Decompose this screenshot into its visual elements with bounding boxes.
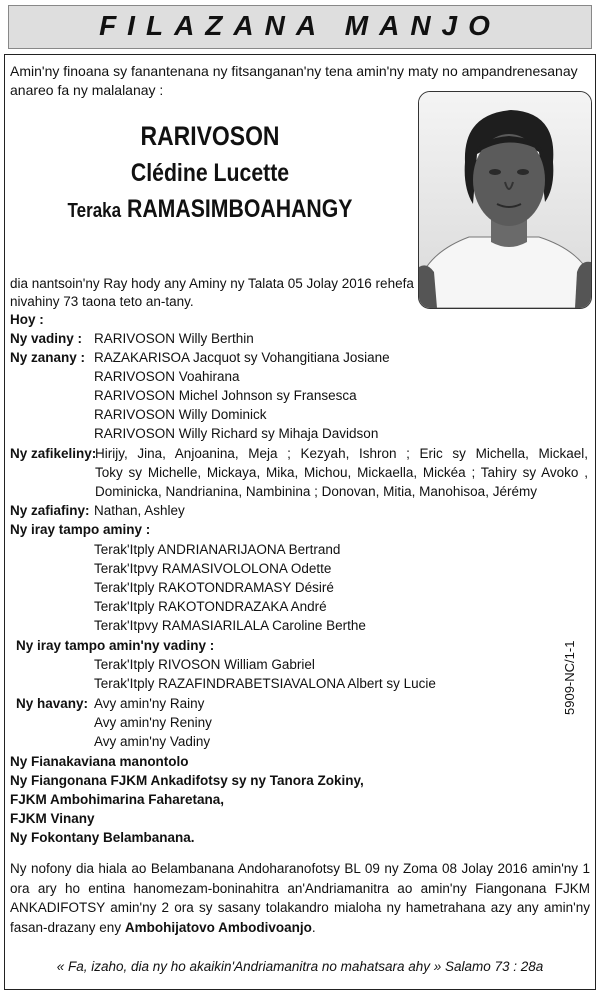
notice-banner [8,5,592,49]
closing-group: Ny Fianakaviana manontolo [10,754,189,769]
vadiny-value: RARIVOSON Willy Berthin [94,331,254,346]
zafikeliny-label: Ny zafikeliny: [10,446,97,461]
reference-code: 5909-NC/1-1 [562,640,577,715]
tampo-aminy-item: Terak'Itply ANDRIANARIJAONA Bertrand [94,542,341,557]
deceased-given-names: Clédine Lucette [130,159,290,187]
death-text-1: dia nantsoin'ny Ray hody any Aminy ny Talata 05 Jolay 2016 rehefa [10,276,414,291]
tampo-aminy-item: Terak'Itpvy RAMASIARILALA Caroline Berthe [94,618,366,633]
tampo-aminy-label: Ny iray tampo aminy : [10,522,151,537]
closing-group: Ny Fiangonana FJKM Ankadifotsy sy ny Tanora Zokiny, [10,773,364,788]
zafikeliny-line: Toky sy Michelle, Mickaya, Mika, Michou, Mickaella, Mickéa ; Tahiry sy Avoko , [95,465,588,480]
funeral-end: . [311,919,316,935]
closing-group: FJKM Vinany [10,811,95,826]
tampo-aminy-item: Terak'Itply RAKOTONDRAZAKA André [94,599,327,614]
funeral-text: Ny nofony dia hiala ao Belambanana Andoharanofotsy BL 09 ny Zoma 08 Jolay 2016 amin'ny 1 ora ary ho entina hanomezam-boninahitra an'Andriamanitra ao amin'ny Fiangonana FJKM ANKADIFOTSY amin'ny 2 ora sy sasany tolakandro mialoha ny hametrahana azy any amin'ny fasan-drazany eny [10,861,590,935]
portrait-photo [418,91,592,309]
death-text-2: nivahiny 73 taona teto an-tany. [10,294,194,309]
tampo-vadiny-item: Terak'Itply RAZAFINDRABETSIAVALONA Albert sy Lucie [94,676,436,691]
zanany-item: RARIVOSON Willy Dominick [94,407,267,422]
spouse-prefix: Teraka [67,200,122,222]
deceased-surname: RARIVOSON [140,121,280,151]
tampo-vadiny-label: Ny iray tampo amin'ny vadiny : [16,638,215,653]
deceased-spouse-line [40,191,380,229]
hoy-label: Hoy : [10,312,44,327]
closing-group: FJKM Ambohimarina Faharetana, [10,792,225,807]
tampo-vadiny-item: Terak'Itply RIVOSON William Gabriel [94,657,315,672]
zanany-item: RARIVOSON Willy Richard sy Mihaja Davidson [94,426,379,441]
scripture-quote: « Fa, izaho, dia ny ho akaikin'Andriamanitra no mahatsara ahy » Salamo 73 : 28a [56,959,544,974]
zanany-label: Ny zanany : [10,350,86,365]
zanany-item: RARIVOSON Michel Johnson sy Fransesca [94,388,357,403]
funeral-place: Ambohijatovo Ambodivoanjo [124,919,312,935]
spouse-name: RAMASIMBOAHANGY [126,195,353,223]
havany-item: Avy amin'ny Vadiny [94,734,211,749]
closing-group: Ny Fokontany Belambanana. [10,830,195,845]
banner-title: FILAZANA MANJO [99,10,501,41]
intro-text: Amin'ny finoana sy fanantenana ny fitsanganan'ny tena amin'ny maty no ampandrenesanay anareo fa ny malalanay : [10,63,578,98]
havany-item: Avy amin'ny Rainy [94,696,205,711]
havany-item: Avy amin'ny Reniny [94,715,212,730]
tampo-aminy-item: Terak'Itply RAKOTONDRAMASY Désiré [94,580,334,595]
zanany-item: RAZAKARISOA Jacquot sy Vohangitiana Josiane [94,350,390,365]
portrait-photo-icon [419,92,591,308]
zafikeliny-line: Dominicka, Nandrianina, Nambinina ; Donovan, Mitia, Manohisoa, Jérémy [95,484,537,499]
funeral-paragraph [10,859,590,937]
zafikeliny-line: Hirijy, Jina, Anjoanina, Meja ; Kezyah, Ishron ; Eric sy Michella, Mickael, [95,446,588,461]
vadiny-label: Ny vadiny : [10,331,83,346]
zanany-item: RARIVOSON Voahirana [94,369,240,384]
deceased-names [10,118,410,229]
tampo-aminy-item: Terak'Itpvy RAMASIVOLOLONA Odette [94,561,332,576]
zafiafiny-label: Ny zafiafiny: [10,503,90,518]
zafiafiny-value: Nathan, Ashley [94,503,185,518]
havany-label: Ny havany: [16,696,89,711]
